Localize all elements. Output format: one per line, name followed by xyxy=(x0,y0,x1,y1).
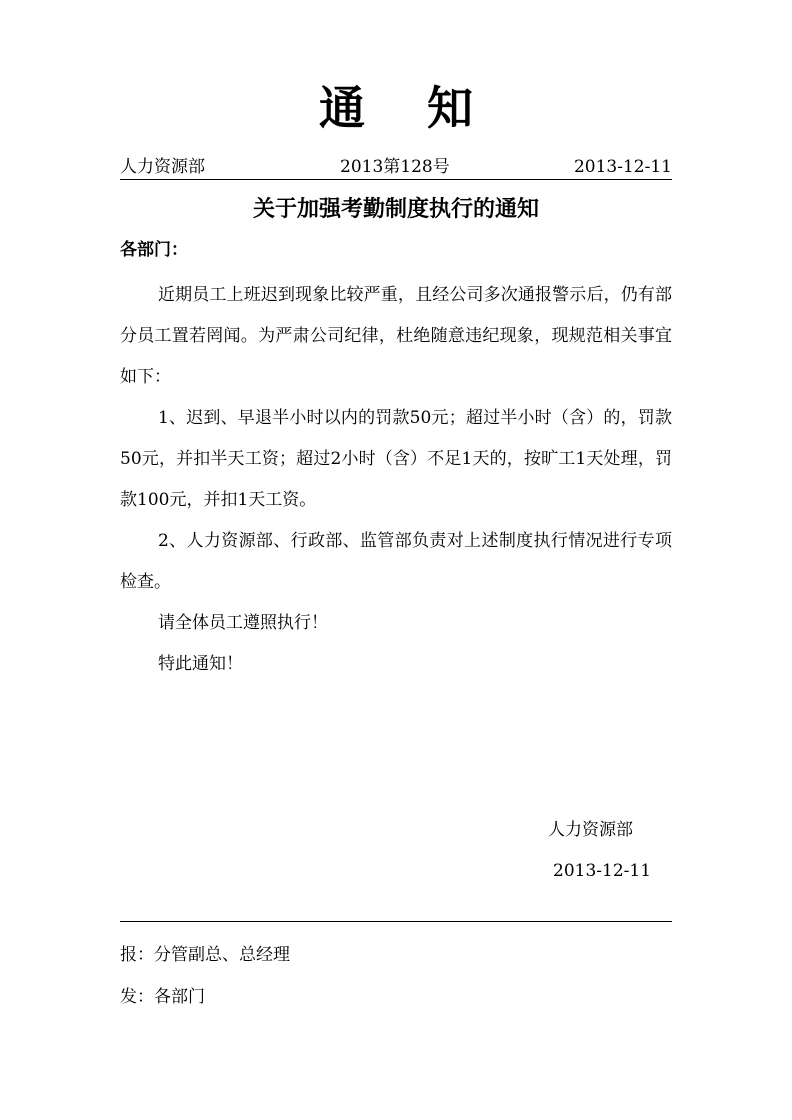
document-header-line xyxy=(120,155,672,180)
issuing-department: 人力资源部 xyxy=(120,157,205,177)
notice-subject: 关于加强考勤制度执行的通知 xyxy=(252,197,539,222)
issue-date: 2013-12-11 xyxy=(573,157,672,177)
body-paragraph-rule-1: 1、迟到、早退半小时以内的罚款50元；超过半小时（含）的，罚款50元，并扣半天工资；超过2小时（含）不足1天的，按旷工1天处理，罚款100元，并扣1天工资。 xyxy=(120,408,672,510)
signature-date: 2013-12-11 xyxy=(553,861,652,881)
signature-department: 人力资源部 xyxy=(548,820,633,840)
body-paragraph-rule-2: 2、人力资源部、行政部、监管部负责对上述制度执行情况进行专项检查。 xyxy=(120,531,672,592)
notice-body xyxy=(120,275,672,685)
body-paragraph-closing: 特此通知！ xyxy=(158,654,243,674)
footer-divider xyxy=(120,921,672,922)
send-to-line: 发：各部门 xyxy=(120,987,205,1007)
body-paragraph-intro: 近期员工上班迟到现象比较严重，且经公司多次通报警示后，仍有部分员工置若罔闻。为严肃公司纪律，杜绝随意违纪现象，现规范相关事宜如下： xyxy=(120,285,672,387)
document-number: 2013第128号 xyxy=(340,157,450,177)
salutation: 各部门： xyxy=(120,240,188,260)
report-to-line: 报：分管副总、总经理 xyxy=(120,945,290,965)
body-paragraph-instruction: 请全体员工遵照执行！ xyxy=(158,613,328,633)
document-title: 通知 xyxy=(319,81,535,135)
